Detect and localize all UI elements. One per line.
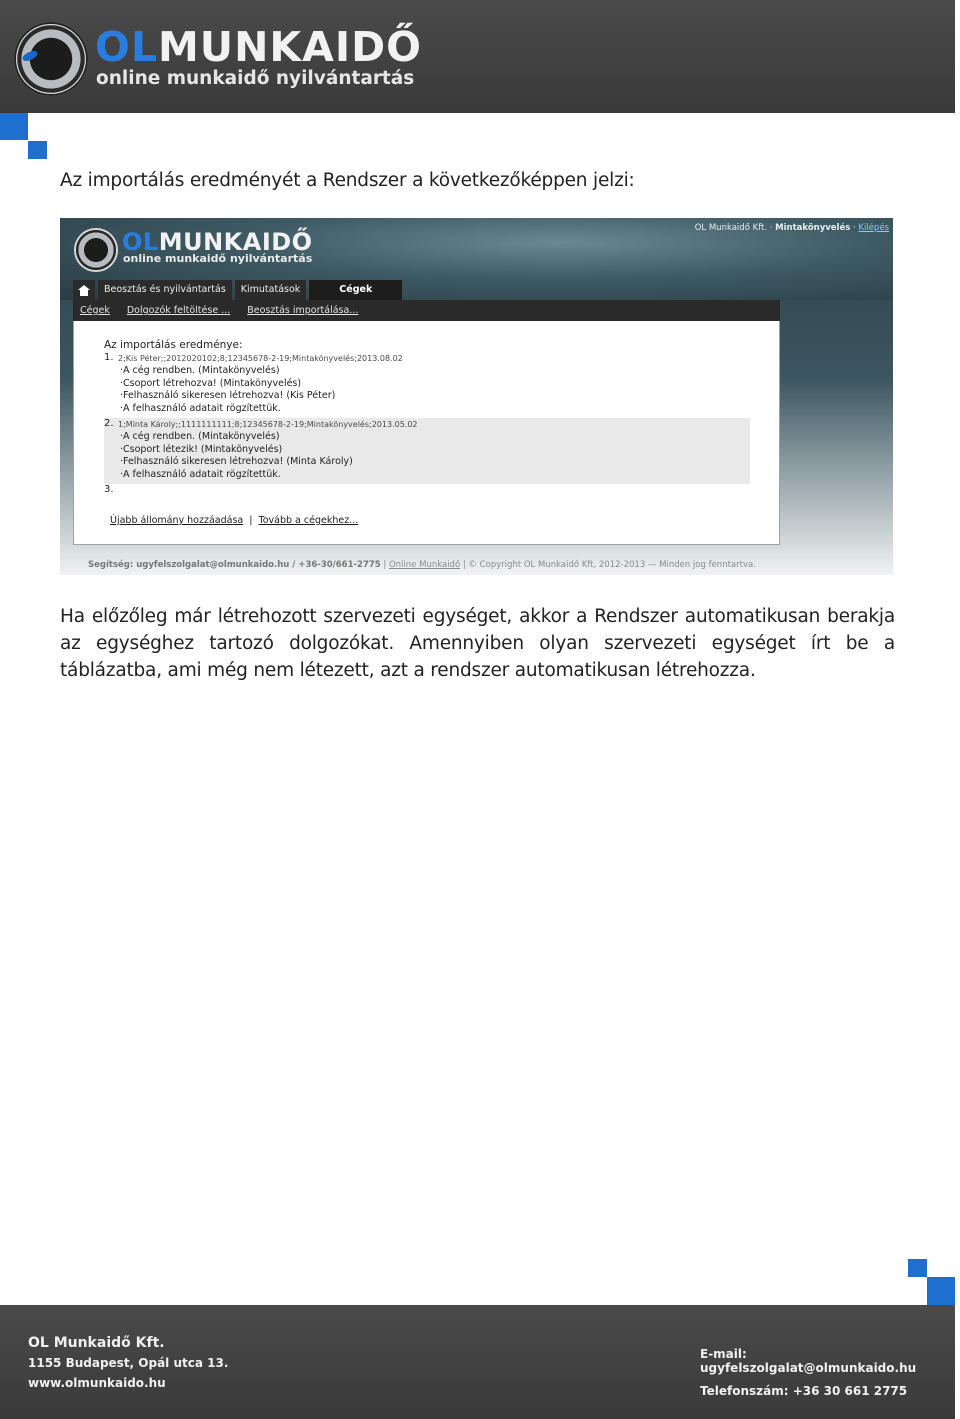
page-footer [0, 1305, 955, 1419]
row-number: 2. [104, 418, 114, 429]
row-message: ·Felhasználó sikeresen létrehozva! (Kis Péter) [120, 390, 336, 401]
result-row-1 [104, 352, 750, 418]
footer-website: www.olmunkaido.hu [28, 1376, 166, 1390]
screenshot-logo-icon [74, 228, 118, 272]
row-number: 3. [104, 484, 114, 495]
screenshot-tagline: online munkaidő nyilvántartás [123, 252, 313, 265]
logo-icon [14, 22, 88, 96]
result-row-3 [104, 484, 750, 498]
add-file-link[interactable]: Újabb állomány hozzáadása [110, 515, 244, 526]
intro-text: Az importálás eredményét a Rendszer a következőképpen jelzi: [60, 170, 635, 191]
row-record: 1;Minta Károly;;1111111111;8;12345678-2-19;Mintakönyvelés;2013.05.02 [118, 420, 418, 429]
row-message: ·A felhasználó adatait rögzítettük. [120, 469, 281, 480]
user-account[interactable]: Mintakönyvelés [775, 223, 851, 233]
result-panel [73, 321, 780, 545]
row-message: ·Csoport létezik! (Mintakönyvelés) [120, 444, 283, 455]
help-contact: Segítség: ugyfelszolgalat@olmunkaido.hu / +36-30/661-2775 [88, 560, 381, 570]
screenshot-footer: Segítség: ugyfelszolgalat@olmunkaido.hu / +36-30/661-2775 | Online Munkaidő | © Copyright OL Munkaidő Kft, 2012-2013 — Minden jog fenntartva. [88, 560, 756, 570]
decor-square-1 [0, 113, 28, 140]
import-result-screenshot [60, 218, 893, 575]
subnav-companies[interactable]: Cégek [80, 305, 110, 316]
panel-links: Újabb állomány hozzáadása | Tovább a cégekhez... [110, 515, 359, 526]
to-companies-link[interactable]: Tovább a cégekhez... [258, 515, 359, 526]
footer-company-info [28, 1335, 228, 1396]
home-icon [78, 285, 90, 296]
row-message: ·A cég rendben. (Mintakönyvelés) [120, 365, 280, 376]
main-tabs [73, 280, 402, 300]
decor-square-4 [927, 1277, 955, 1305]
subnav-import-schedule[interactable]: Beosztás importálása... [247, 305, 359, 316]
logout-link[interactable]: Kilépés [858, 223, 889, 233]
user-company: OL Munkaidő Kft. [694, 223, 768, 233]
screenshot-brand: OLMUNKAIDŐ [122, 228, 313, 256]
footer-address: 1155 Budapest, Opál utca 13. [28, 1356, 229, 1370]
result-row-2 [104, 418, 750, 484]
subnav-upload-employees[interactable]: Dolgozók feltöltése ... [126, 305, 231, 316]
footer-email: E-mail: ugyfelszolgalat@olmunkaido.hu [700, 1347, 917, 1375]
tab-reports[interactable]: Kimutatások [235, 280, 307, 300]
footer-phone: Telefonszám: +36 30 661 2775 [700, 1384, 908, 1398]
sub-nav [73, 300, 780, 321]
tab-scheduling[interactable]: Beosztás és nyilvántartás [98, 280, 232, 300]
decor-square-2 [28, 141, 47, 159]
footer-company: OL Munkaidő Kft. [28, 1335, 165, 1351]
row-number: 1. [104, 352, 114, 363]
result-title: Az importálás eredménye: [104, 339, 243, 351]
logo-brand: OLMUNKAIDŐ [95, 23, 423, 71]
row-record: 2;Kis Péter;;2012020102;8;12345678-2-19;Mintakönyvelés;2013.08.02 [118, 354, 403, 363]
copyright: | © Copyright OL Munkaidő Kft, 2012-2013 — Minden jog fenntartva. [462, 560, 756, 570]
logo-tagline: online munkaidő nyilvántartás [96, 68, 415, 89]
page-header [0, 0, 955, 113]
row-message: ·A felhasználó adatait rögzítettük. [120, 403, 281, 414]
decor-square-3 [908, 1259, 927, 1277]
row-message: ·Felhasználó sikeresen létrehozva! (Minta Károly) [120, 456, 353, 467]
tab-home[interactable] [73, 280, 95, 300]
row-message: ·Csoport létrehozva! (Mintakönyvelés) [120, 378, 302, 389]
tab-companies[interactable]: Cégek [309, 280, 402, 300]
footer-contact [700, 1347, 955, 1407]
body-paragraph: Ha előzőleg már létrehozott szervezeti egységet, akkor a Rendszer automatikusan berakja az egységhez tartozó dolgozókat. Amennyiben olyan szervezeti egységet írt be a táblázatba, ami még nem létezett, azt a rendszer automatikusan létrehozza. [60, 606, 895, 681]
online-link[interactable]: Online Munkaidő [388, 560, 461, 570]
user-bar: OL Munkaidő Kft. · Mintakönyvelés · Kilépés [694, 223, 889, 233]
row-message: ·A cég rendben. (Mintakönyvelés) [120, 431, 280, 442]
